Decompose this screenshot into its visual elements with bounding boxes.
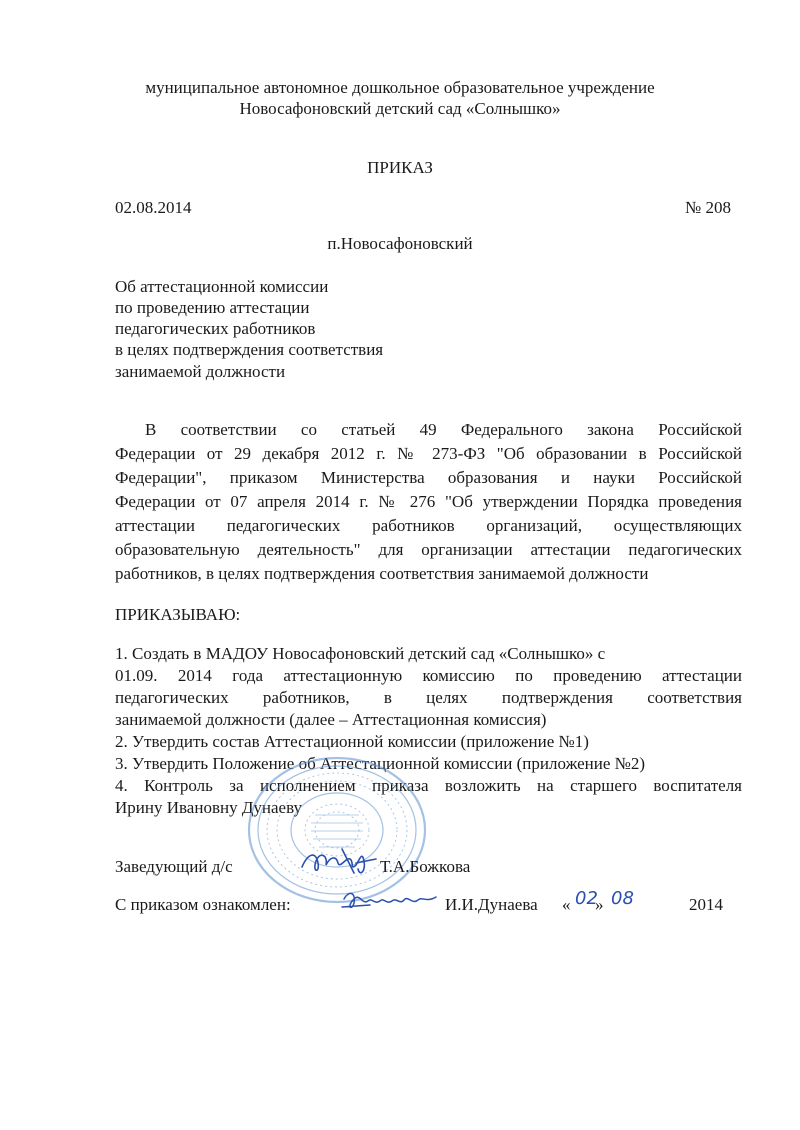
preamble-line: образовательную деятельность" для организации аттестации педагогических: [115, 540, 742, 559]
order-date: 02.08.2014: [115, 198, 192, 217]
order-item-1-cont: педагогических работников, в целях подтверждения соответствия: [115, 688, 742, 707]
order-item-2: 2. Утвердить состав Аттестационной комиссии (приложение №1): [115, 732, 589, 751]
document-title: ПРИКАЗ: [367, 158, 433, 177]
order-item-1: 1. Создать в МАДОУ Новосафоновский детский сад «Солнышко» с: [115, 644, 606, 663]
head-name: Т.А.Божкова: [380, 857, 471, 876]
preamble-line: Федерации от 07 апреля 2014 г. № 276 "Об утверждении Порядка проведения: [115, 492, 742, 511]
date-quote-close: »: [595, 895, 604, 914]
order-item-3: 3. Утвердить Положение об Аттестационной комиссии (приложение №2): [115, 754, 646, 773]
org-name-line2: Новосафоновский детский сад «Солнышко»: [239, 99, 561, 118]
official-stamp: [245, 755, 430, 905]
order-item-4-cont: Ирину Ивановну Дунаеву: [115, 798, 303, 817]
subject-line: по проведению аттестации: [115, 298, 310, 317]
acknowledgement-month: 08: [611, 888, 634, 909]
acknowledgement-name: И.И.Дунаева: [445, 895, 538, 914]
preamble-line: аттестации педагогических работников организаций, осуществляющих: [115, 516, 742, 535]
subject-line: в целях подтверждения соответствия: [115, 340, 384, 359]
acknowledgement-label: С приказом ознакомлен:: [115, 895, 291, 914]
order-item-1-cont: занимаемой должности (далее – Аттестационная комиссия): [115, 710, 547, 729]
subject-line: Об аттестационной комиссии: [115, 277, 329, 296]
acknowledgement-signature: [340, 885, 440, 915]
preamble-line: работников, в целях подтверждения соответствия занимаемой должности: [115, 564, 649, 583]
head-signature: [298, 843, 380, 879]
org-name-line1: муниципальное автономное дошкольное образовательное учреждение: [145, 78, 655, 97]
order-item-4: 4. Контроль за исполнением приказа возложить на старшего воспитателя: [115, 776, 742, 795]
order-word: ПРИКАЗЫВАЮ:: [115, 605, 241, 624]
acknowledgement-day: 02: [575, 888, 598, 909]
head-signature-label: Заведующий д/с: [115, 857, 233, 876]
preamble-line: В соответствии со статьей 49 Федерального закона Российской: [145, 420, 742, 439]
subject-line: педагогических работников: [115, 319, 316, 338]
preamble-line: Федерации", приказом Министерства образования и науки Российской: [115, 468, 742, 487]
place-name: п.Новосафоновский: [327, 234, 473, 253]
acknowledgement-year: 2014: [689, 895, 723, 914]
preamble-line: Федерации от 29 декабря 2012 г. № 273-ФЗ "Об образовании в Российской: [115, 444, 742, 463]
order-number: № 208: [685, 198, 731, 217]
date-quote-open: «: [562, 895, 571, 914]
order-item-1-cont: 01.09. 2014 года аттестационную комиссию по проведению аттестации: [115, 666, 742, 685]
subject-line: занимаемой должности: [115, 362, 286, 381]
